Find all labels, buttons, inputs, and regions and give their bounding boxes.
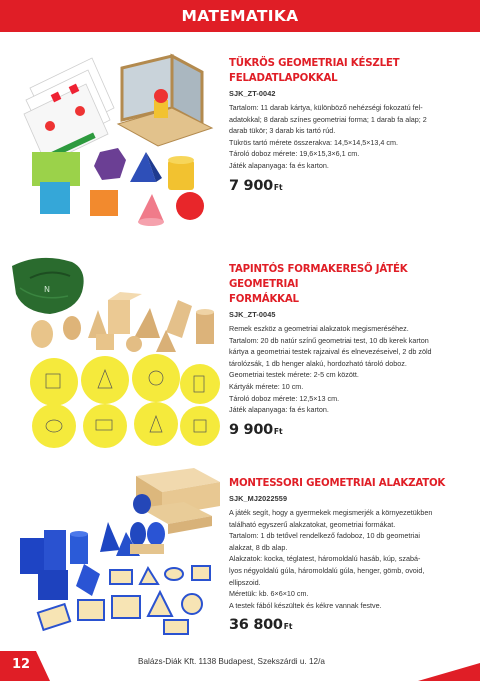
page-number: 12 [12,657,31,672]
product-description: A játék segít, hogy a gyermekek megismerjék a környezetükben található egyszerű alakzatokat, geometriai formákat. Tartalom: 1 db tetővel rendelkező fadoboz, 10 db geometriai alakzat, 8 db alap. Alakzatok: kocka, téglatest, háromoldalú hasáb, kúp, szabá- lyos négyoldalú gúla, háromoldalú gúla, henger, gömb, ovoid, ellipszoid. Méretük: kb. 6×6×10 cm. A testek fából készültek és kékre vannak festve. [229,508,433,610]
geometric-shapes-image [32,148,204,226]
section-title: MATEMATIKA [181,7,299,25]
product-description: Remek eszköz a geometriai alakzatok megismeréséhez. Tartalom: 20 db natúr színű geometriai test, 10 db kerek karton kártya a geometriai testek rajzaival és elnevezéseivel, 2 db zöld tárolózsák, 1 db henger alakú, hordozható tároló doboz. Geometriai testek mérete: 2-5 cm között. Kártyák mérete: 10 cm. Tároló doboz mérete: 12,5×13 cm. Játék alapanyaga: fa és karton. [229,324,432,415]
svg-text:N: N [44,285,50,294]
mirror-stand-image [118,56,212,146]
product-sku: SJK_MJ2022559 [229,494,288,503]
footer-address: Balázs-Diák Kft. 1138 Budapest, Szekszárdi u. 12/a [138,657,325,666]
product-price: 36 800Ft [229,617,293,634]
footer-bar [0,651,480,681]
product-montessori-shapes [229,476,465,633]
green-bag-image [12,258,84,314]
product-price: 7 900Ft [229,177,283,194]
product-sku: SJK_ZT-0045 [229,310,276,319]
product-image-tactile-shape-game [10,248,220,448]
product-price: 9 900Ft [229,421,283,438]
product-image-mirror-geometry-set [22,48,222,228]
product-title: TÜKRÖS GEOMETRIAI KÉSZLET FELADATLAPOKKAL [229,58,400,84]
product-tactile-shape-game [229,262,465,438]
task-cards-image [24,58,114,164]
product-mirror-geometry-set [229,56,465,194]
yellow-cards-image [30,354,220,448]
product-image-montessori-shapes [16,468,226,640]
product-title: MONTESSORI GEOMETRIAI ALAKZATOK [229,478,446,489]
product-title: TAPINTÓS FORMAKERESŐ JÁTÉK GEOMETRIAI FORMÁKKAL [229,264,408,305]
product-description: Tartalom: 11 darab kártya, különböző nehézségi fokozatú fel- adatokkal; 8 darab színes geometriai forma; 1 darab fa alap; 2 darab tükör; 3 darab kis tartó rúd. Tükrös tartó mérete összerakva: 14,5×14,5×13,4 cm. Tároló doboz mérete: 19,6×15,3×6,1 cm. Játék alapanyaga: fa és karton. [229,103,427,170]
product-sku: SJK_ZT-0042 [229,89,276,98]
